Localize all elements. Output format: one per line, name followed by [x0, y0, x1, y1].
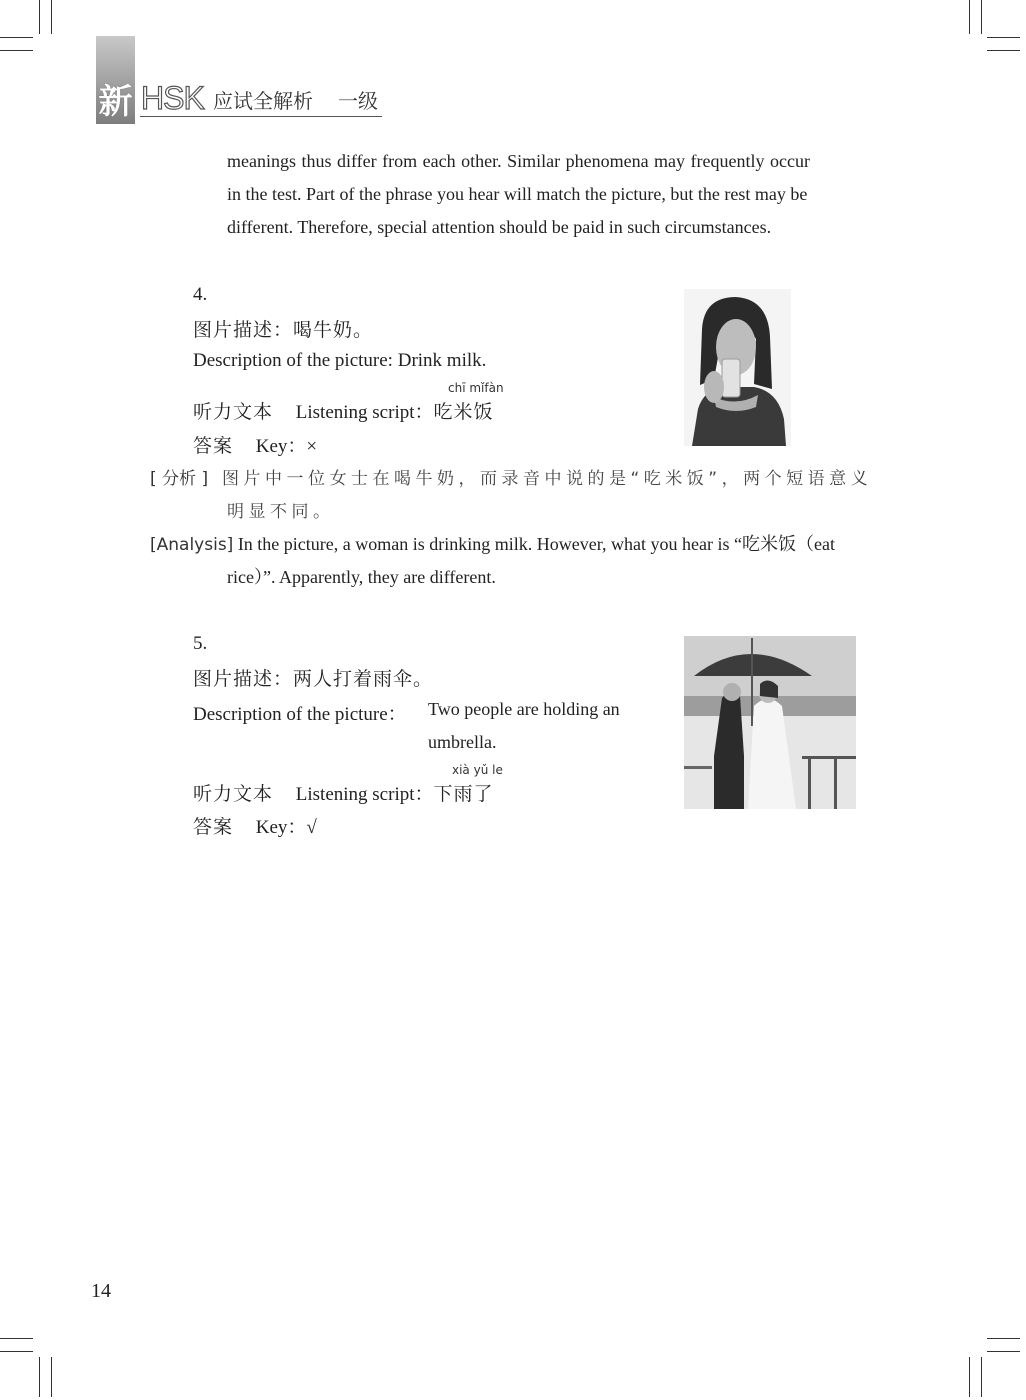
crop-mark	[981, 1357, 982, 1397]
script-cn-label: 听力文本	[193, 401, 274, 423]
crop-mark	[987, 37, 1020, 38]
crop-mark	[0, 1351, 33, 1352]
photo-couple-umbrella	[684, 636, 856, 809]
item5-desc-cn	[193, 664, 433, 691]
header-logo-char: 新	[98, 82, 133, 122]
crop-mark	[969, 1357, 970, 1397]
script-text: 下雨了	[433, 783, 494, 805]
crop-mark	[969, 0, 970, 34]
key-value: ×	[306, 436, 318, 457]
intro-line: different. Therefore, special attention should be paid in such circumstances.	[227, 217, 772, 237]
crop-mark	[987, 1338, 1020, 1339]
key-cn-label: 答案	[193, 816, 234, 838]
header-title: 应试全解析	[213, 89, 313, 113]
desc-cn-text: 喝牛奶。	[293, 319, 374, 341]
desc-en-label: Description of the picture：	[193, 704, 407, 725]
key-en-label: Key：	[255, 817, 307, 838]
item4-desc-en	[193, 350, 486, 372]
item5-key	[193, 812, 317, 839]
key-en-label: Key：	[255, 436, 307, 457]
script-en-label: Listening script：	[295, 784, 434, 805]
item4-script	[193, 397, 494, 424]
item4-desc-cn	[193, 315, 373, 342]
item5-script	[193, 779, 494, 806]
analysis-en-tag: [Analysis]	[150, 535, 234, 555]
intro-paragraph	[227, 145, 868, 244]
crop-mark	[987, 50, 1020, 51]
item4-analysis-cn	[150, 464, 872, 489]
crop-mark	[0, 37, 33, 38]
crop-mark	[39, 0, 40, 34]
item4-analysis-cn-line2: 明显不同。	[227, 502, 335, 522]
item5-number: 5.	[193, 633, 208, 654]
desc-en-text: Drink milk.	[397, 350, 487, 371]
item4-script-pinyin: chī mǐfàn	[448, 381, 504, 395]
crop-mark	[51, 1357, 52, 1397]
item4-key	[193, 431, 317, 458]
crop-mark	[51, 0, 52, 34]
analysis-en-line1: In the picture, a woman is drinking milk. However, what you hear is “吃米饭（eat	[237, 534, 835, 554]
item4-analysis-en-line2: rice）”. Apparently, they are different.	[227, 567, 496, 587]
couple-umbrella-image	[684, 636, 856, 809]
key-value: √	[306, 817, 317, 838]
item5-desc-en-line1: Two people are holding an	[428, 699, 620, 719]
desc-cn-label: 图片描述：	[193, 319, 294, 341]
item4-analysis-en	[150, 530, 835, 556]
crop-mark	[0, 1338, 33, 1339]
script-text: 吃米饭	[433, 401, 494, 423]
intro-line: meanings thus differ from each other. Similar phenomena may frequently occur	[227, 151, 810, 171]
item4-number: 4.	[193, 284, 208, 305]
page-number: 14	[91, 1280, 111, 1302]
analysis-cn-line1: 图片中一位女士在喝牛奶，而录音中说的是“吃米饭”，两个短语意义	[221, 469, 873, 489]
desc-cn-label: 图片描述：	[193, 668, 294, 690]
key-cn-label: 答案	[193, 435, 234, 457]
desc-en-label: Description of the picture:	[193, 350, 393, 371]
crop-mark	[39, 1357, 40, 1397]
header-grade: 一级	[338, 89, 378, 113]
desc-cn-text: 两人打着雨伞。	[293, 668, 434, 690]
analysis-cn-tag: [ 分析 ]	[150, 469, 209, 489]
item5-script-pinyin: xià yǔ le	[452, 763, 503, 777]
script-en-label: Listening script：	[295, 402, 434, 423]
crop-mark	[987, 1351, 1020, 1352]
item5-desc-en	[193, 699, 407, 726]
item5-desc-en-line2: umbrella.	[428, 732, 497, 752]
photo-woman-drinking-milk	[684, 289, 791, 446]
intro-line: in the test. Part of the phrase you hear will match the picture, but the rest may be	[227, 184, 808, 204]
header-rule	[140, 116, 382, 117]
crop-mark	[0, 50, 33, 51]
crop-mark	[981, 0, 982, 34]
woman-drinking-milk-image	[684, 289, 791, 446]
header-logo-hsk: HSK	[141, 80, 204, 116]
script-cn-label: 听力文本	[193, 783, 274, 805]
